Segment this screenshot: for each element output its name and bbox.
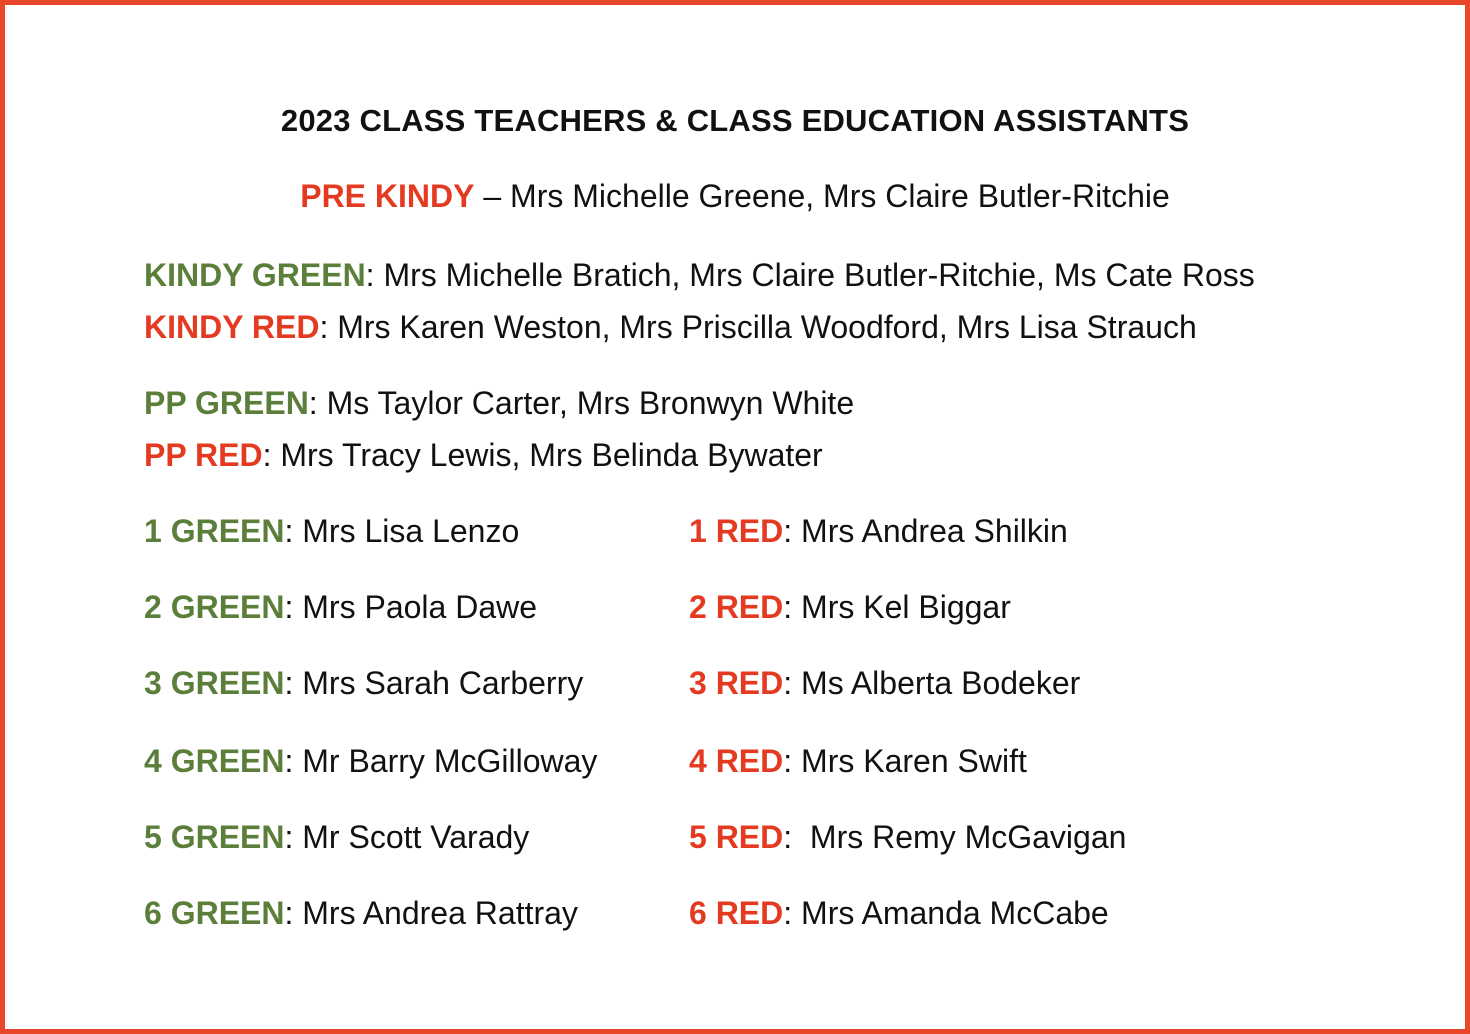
class-6-green-names: Mrs Andrea Rattray <box>302 895 578 931</box>
class-2-red-names: Mrs Kel Biggar <box>801 589 1011 625</box>
separator: : <box>284 589 303 625</box>
separator: : <box>783 895 802 931</box>
class-1-red-names: Mrs Andrea Shilkin <box>801 513 1068 549</box>
class-5-green-label: 5 GREEN <box>144 819 285 855</box>
pp-red-names: Mrs Tracy Lewis, Mrs Belinda Bywater <box>280 437 823 473</box>
pre-kindy-label: PRE KINDY <box>300 178 475 214</box>
separator: : <box>284 513 303 549</box>
separator: : <box>783 819 802 855</box>
separator: : <box>783 513 802 549</box>
class-3-green-label: 3 GREEN <box>144 665 285 701</box>
class-2-red-label: 2 RED <box>689 589 784 625</box>
separator: : <box>783 743 802 779</box>
class-4-red-names: Mrs Karen Swift <box>801 743 1027 779</box>
separator: : <box>365 257 384 293</box>
class-3-red-names: Ms Alberta Bodeker <box>801 665 1081 701</box>
class-1-green-names: Mrs Lisa Lenzo <box>302 513 520 549</box>
class-4-red-line <box>689 743 1027 780</box>
class-5-green-names: Mr Scott Varady <box>302 819 530 855</box>
separator: : <box>783 665 802 701</box>
class-2-green-line <box>144 589 537 626</box>
class-4-green-line <box>144 743 597 780</box>
class-1-green-line <box>144 513 519 550</box>
class-4-red-label: 4 RED <box>689 743 784 779</box>
kindy-green-names: Mrs Michelle Bratich, Mrs Claire Butler-Ritchie, Ms Cate Ross <box>383 257 1255 293</box>
separator: : <box>284 665 303 701</box>
pre-kindy-separator: – <box>474 178 511 214</box>
class-6-red-names: Mrs Amanda McCabe <box>801 895 1109 931</box>
page-title: 2023 CLASS TEACHERS & CLASS EDUCATION ASSISTANTS <box>280 103 1190 138</box>
kindy-red-label: KINDY RED <box>144 309 320 345</box>
class-3-red-line <box>689 665 1080 702</box>
kindy-green-line <box>144 257 1255 294</box>
class-3-green-line <box>144 665 583 702</box>
class-5-green-line <box>144 819 529 856</box>
pre-kindy-line <box>5 178 1465 215</box>
class-2-green-label: 2 GREEN <box>144 589 285 625</box>
pre-kindy-names: Mrs Michelle Greene, Mrs Claire Butler-Ritchie <box>510 178 1170 214</box>
class-6-green-label: 6 GREEN <box>144 895 285 931</box>
separator: : <box>284 743 303 779</box>
class-4-green-label: 4 GREEN <box>144 743 285 779</box>
class-3-green-names: Mrs Sarah Carberry <box>302 665 584 701</box>
pp-green-label: PP GREEN <box>144 385 309 421</box>
kindy-red-names: Mrs Karen Weston, Mrs Priscilla Woodford, Mrs Lisa Strauch <box>337 309 1197 345</box>
class-1-green-label: 1 GREEN <box>144 513 285 549</box>
class-3-red-label: 3 RED <box>689 665 784 701</box>
class-2-red-line <box>689 589 1011 626</box>
pp-green-line <box>144 385 854 422</box>
class-5-red-names: Mrs Remy McGavigan <box>801 819 1127 855</box>
separator: : <box>308 385 327 421</box>
separator: : <box>262 437 281 473</box>
class-6-green-line <box>144 895 578 932</box>
class-5-red-line <box>689 819 1126 856</box>
separator: : <box>284 895 303 931</box>
class-5-red-label: 5 RED <box>689 819 784 855</box>
kindy-green-label: KINDY GREEN <box>144 257 366 293</box>
class-2-green-names: Mrs Paola Dawe <box>302 589 538 625</box>
pp-green-names: Ms Taylor Carter, Mrs Bronwyn White <box>326 385 855 421</box>
class-1-red-label: 1 RED <box>689 513 784 549</box>
separator: : <box>783 589 802 625</box>
pp-red-label: PP RED <box>144 437 263 473</box>
class-1-red-line <box>689 513 1068 550</box>
separator: : <box>284 819 303 855</box>
class-6-red-line <box>689 895 1109 932</box>
class-6-red-label: 6 RED <box>689 895 784 931</box>
kindy-red-line <box>144 309 1197 346</box>
class-4-green-names: Mr Barry McGilloway <box>302 743 598 779</box>
pp-red-line <box>144 437 823 474</box>
separator: : <box>319 309 338 345</box>
